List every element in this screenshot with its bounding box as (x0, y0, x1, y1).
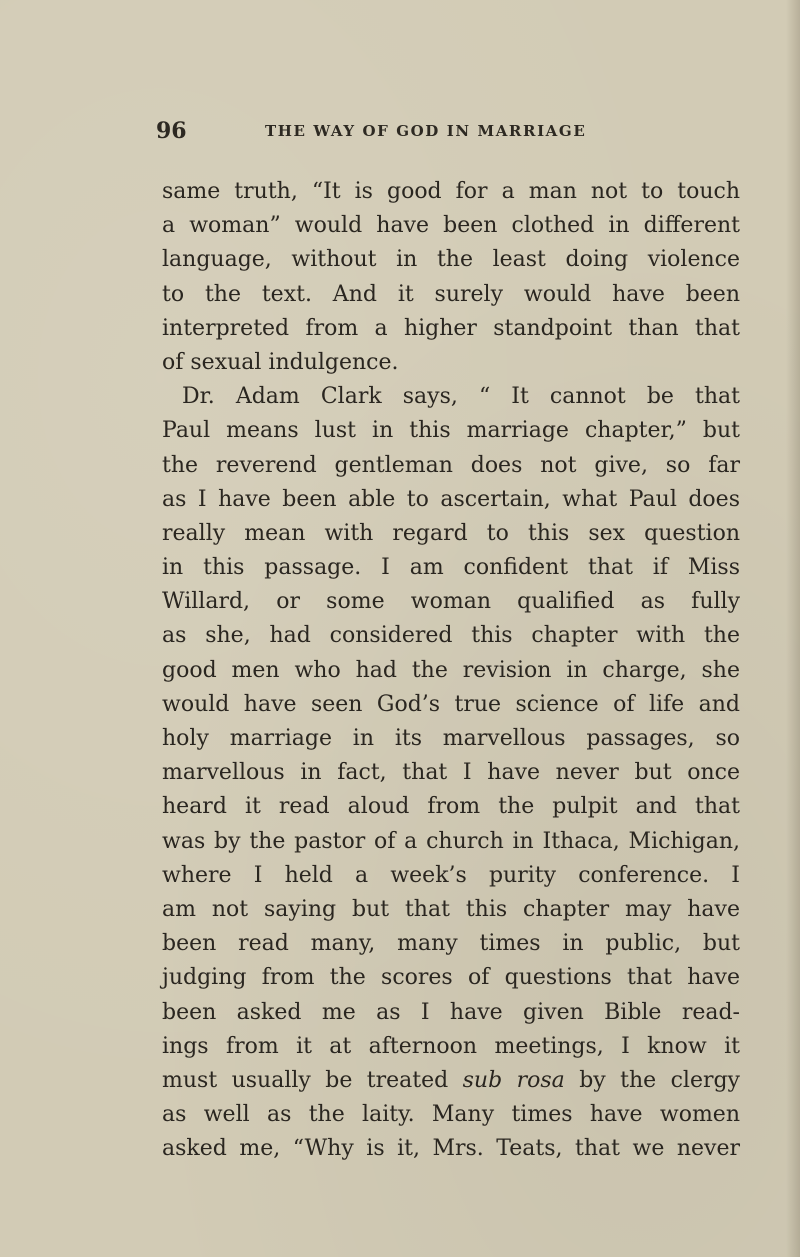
text-line: as she, had considered this chapter with the (162, 623, 740, 649)
text-line: was by the pastor of a church in Ithaca, Michigan, (162, 828, 740, 854)
page-header (0, 118, 800, 158)
text-line: really mean with regard to this sex question (162, 520, 740, 546)
text-run: must usually be treated (162, 1067, 449, 1093)
text-line: interpreted from a higher standpoint than that (162, 315, 740, 341)
text-line: am not saying but that this chapter may have (162, 896, 740, 922)
text-line: heard it read aloud from the pulpit and that (162, 794, 740, 820)
running-head: THE WAY OF GOD IN MARRIAGE (265, 122, 587, 140)
text-line-mixed (162, 1064, 740, 1098)
text-line: holy marriage in its marvellous passages, so (162, 726, 740, 751)
text-line: a woman” would have been clothed in different (162, 213, 740, 239)
text-line: to the text. And it surely would have been (162, 281, 740, 307)
text-line: Willard, or some woman qualified as fully (162, 589, 740, 615)
text-line: Paul means lust in this marriage chapter,” but (162, 418, 740, 444)
text-line: the reverend gentleman does not give, so far (162, 452, 740, 478)
text-line: language, without in the least doing violence (162, 247, 740, 273)
page-edge-shadow (786, 0, 800, 1257)
text-line: Dr. Adam Clark says, “ It cannot be that (182, 384, 740, 410)
text-line: good men who had the revision in charge, she (162, 657, 740, 683)
text-line: as I have been able to ascertain, what Paul does (162, 486, 740, 512)
text-line: in this passage. I am confident that if Miss (162, 555, 740, 581)
text-line: where I held a week’s purity conference. I (162, 862, 740, 888)
text-line: as well as the laity. Many times have women (162, 1102, 740, 1128)
page-number: 96 (156, 118, 187, 144)
text-line: of sexual indulgence. (162, 349, 399, 375)
text-line: marvellous in fact, that I have never but once (162, 760, 740, 786)
body-text (162, 175, 740, 1166)
text-line: been read many, many times in public, but (162, 931, 740, 957)
text-line: ings from it at afternoon meetings, I know it (162, 1033, 740, 1059)
text-line: asked me, “Why is it, Mrs. Teats, that we never (162, 1136, 740, 1162)
text-line: been asked me as I have given Bible read- (162, 999, 740, 1025)
text-line: would have seen God’s true science of life and (162, 691, 740, 717)
text-run: by the clergy (564, 1067, 740, 1093)
text-line: same truth, “It is good for a man not to touch (162, 179, 740, 204)
text-line: judging from the scores of questions that have (162, 965, 740, 991)
italic-phrase: sub rosa (462, 1067, 565, 1093)
